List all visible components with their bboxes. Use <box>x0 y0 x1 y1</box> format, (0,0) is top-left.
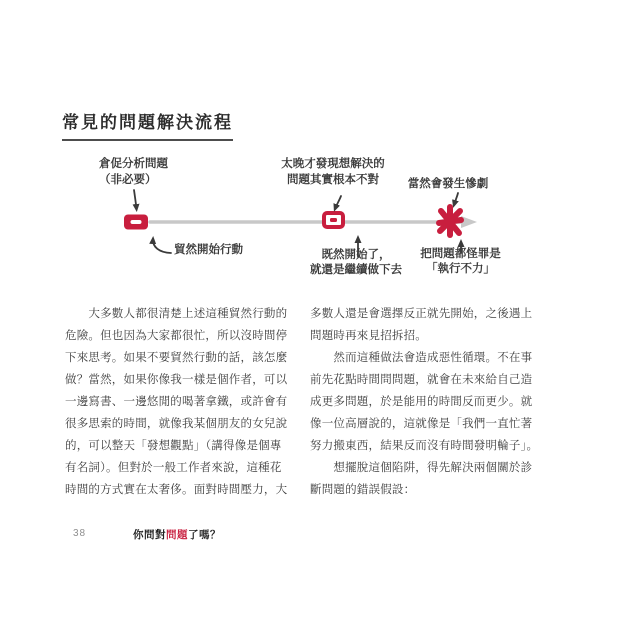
disaster-star-icon <box>439 207 461 235</box>
timeline-arrowhead-icon <box>461 216 477 228</box>
annotation-line: 太晚才發現想解決的 <box>281 158 385 170</box>
body-line: 很多思索的時間，就像我某個朋友的女兒說 <box>65 418 288 430</box>
body-line: 努力搬東西，結果反而沒有時間發明輪子」。 <box>310 440 539 452</box>
annotation-line: 當然會發生慘劇 <box>407 178 489 190</box>
arrow-rash-hook-up <box>153 239 171 253</box>
body-left-column <box>65 303 289 501</box>
annotation-line: 貿然開始行動 <box>174 244 243 256</box>
body-line: 多數人還是會選擇反正就先開始，之後遇上 <box>310 308 533 320</box>
start-marker-icon <box>124 215 148 230</box>
footer-title-highlight: 問題 <box>166 529 188 541</box>
annotation-disaster <box>403 176 493 192</box>
annotation-blame-execution <box>412 247 509 277</box>
annotation-keep-going <box>300 248 412 278</box>
arrow-disaster-down <box>454 193 458 205</box>
footer-page-number: 38 <box>73 528 87 539</box>
section-heading: 常見的問題解決流程 <box>62 108 233 141</box>
body-line: 成更多問題，於是能用的時間反而更少。就 <box>310 396 533 408</box>
arrow-hasty-down <box>134 190 137 209</box>
annotation-line: 既然開始了， <box>321 249 391 261</box>
body-line: 前先花點時間問問題，就會在未來給自己造 <box>310 374 533 386</box>
body-line: 斷問題的錯誤假設： <box>310 484 416 496</box>
body-line: 然而這種做法會造成惡性循環。不在事 <box>310 352 533 364</box>
annotation-rash-start <box>174 242 243 258</box>
body-line: 時間的方式實在太奢侈。面對時間壓力，大 <box>65 484 288 496</box>
annotation-hasty-analysis <box>99 156 168 188</box>
body-line: 問題時再來見招拆招。 <box>310 330 427 342</box>
annotation-line: 「執行不力」 <box>426 263 495 275</box>
annotation-line: 就還是繼續做下去 <box>310 264 402 276</box>
annotation-line: 問題其實根本不對 <box>287 174 379 186</box>
mid-marker-icon <box>324 213 343 227</box>
annotation-line: （非必要） <box>99 174 157 186</box>
body-line: 像一位高層說的，這就像是「我們一直忙著 <box>310 418 533 430</box>
body-right-column <box>310 303 539 501</box>
arrow-wrong-down <box>335 196 341 209</box>
body-line: 想擺脫這個陷阱，得先解決兩個關於診 <box>310 462 533 474</box>
footer-title-text: 了嗎？ <box>188 529 221 541</box>
body-line: 一邊寫書、一邊悠閒的喝著拿鐵，或許會有 <box>65 396 288 408</box>
annotation-wrong-problem <box>281 156 385 188</box>
annotation-line: 倉促分析問題 <box>99 158 168 170</box>
body-line: 危險。但也因為大家都很忙，所以沒時間停 <box>65 330 288 342</box>
body-line: 大多數人都很清楚上述這種貿然行動的 <box>65 308 288 320</box>
footer-title-text: 你問對 <box>133 529 166 541</box>
body-line: 的，可以整天「發想觀點」（講得像是個專 <box>65 440 282 452</box>
body-line: 下來思考。如果不要貿然行動的話，該怎麼 <box>65 352 288 364</box>
body-line: 有名詞）。但對於一般工作者來說，這種花 <box>65 462 282 474</box>
body-line: 做？當然，如果你像我一樣是個作者，可以 <box>65 374 288 386</box>
annotation-line: 把問題都怪罪是 <box>420 248 501 260</box>
footer-book-title <box>133 527 221 542</box>
